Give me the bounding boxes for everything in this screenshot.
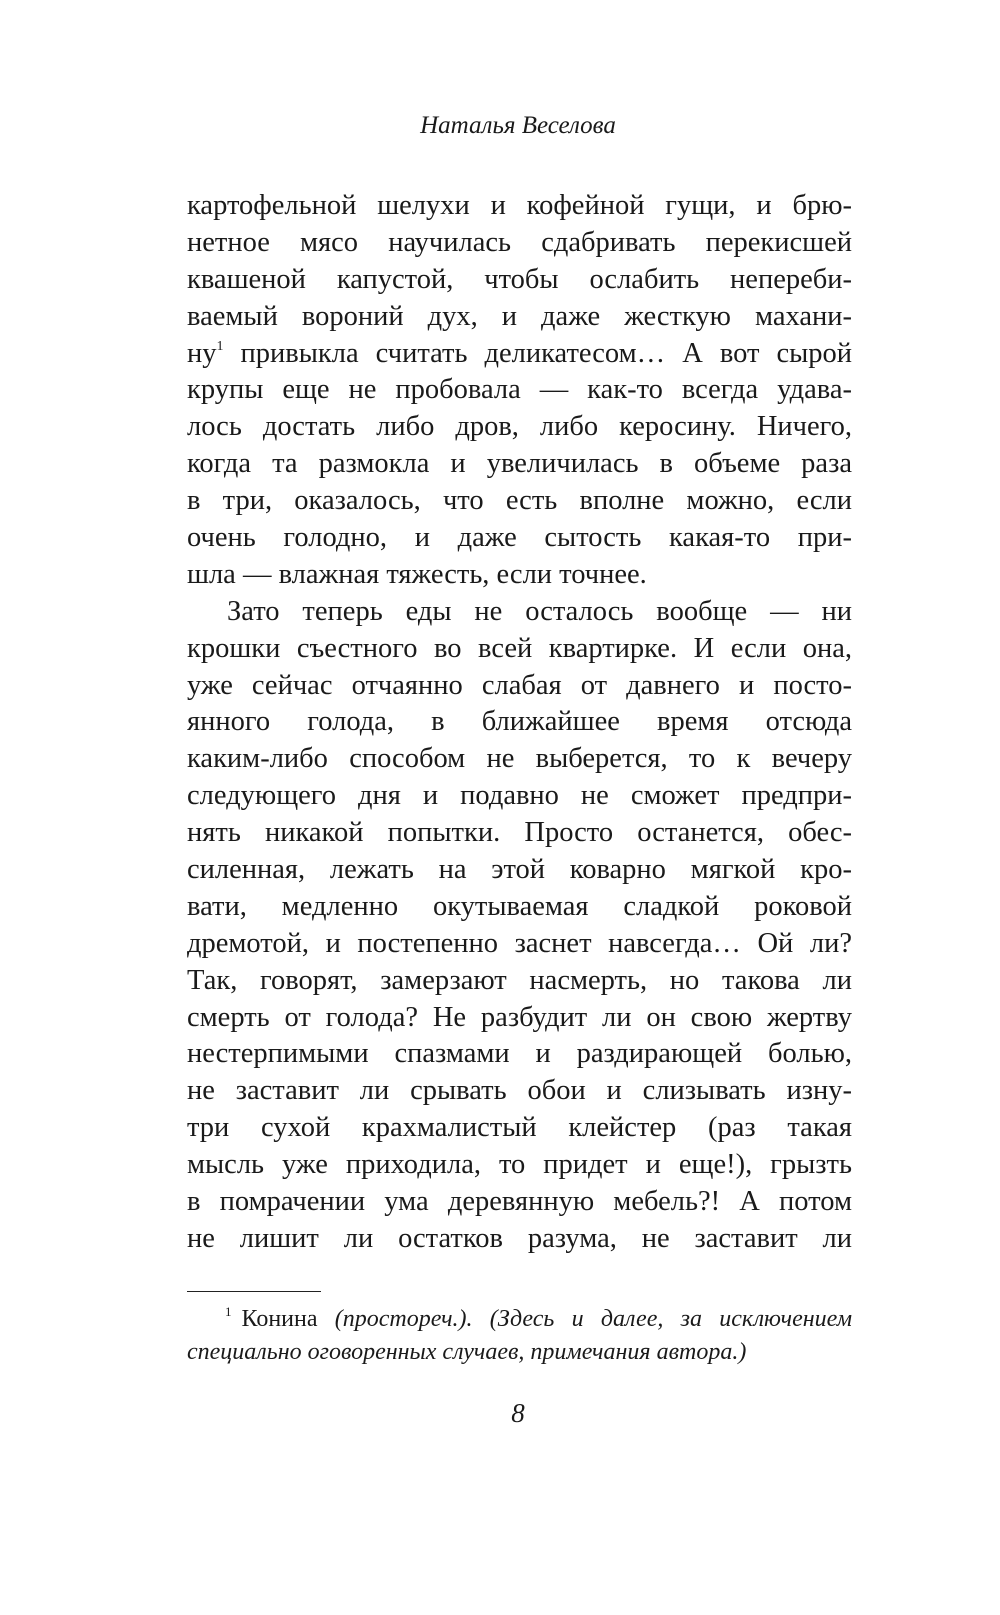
text-line: Так, говорят, замерзают насмерть, но такова ли: [187, 964, 852, 996]
text-fragment: ну: [187, 337, 217, 369]
text-line: когда та размокла и увеличилась в объеме раза: [187, 448, 852, 480]
text-line: ваемый вороний дух, и даже жесткую махани-: [187, 300, 852, 332]
text-line: дремотой, и постепенно заснет навсегда… Ой ли?: [187, 927, 852, 959]
footnote-marker: 1: [225, 1304, 232, 1319]
text-line: шла — влажная тяжесть, если точнее.: [187, 558, 647, 590]
footnote-label: (простореч.).: [334, 1306, 473, 1332]
text-line: уже сейчас отчаянно слабая от давнего и посто-: [187, 669, 852, 701]
text-line: каким-либо способом не выберется, то к вечеру: [187, 743, 852, 775]
footnote-ref[interactable]: 1: [216, 338, 224, 354]
text-line: в три, оказалось, что есть вполне можно, если: [187, 485, 852, 517]
footnote-note: специально оговоренных случаев, примечания автора.): [187, 1339, 747, 1365]
footnote-divider: [187, 1291, 321, 1292]
text-line: нетное мясо научилась сдабривать перекисшей: [187, 226, 852, 258]
text-line: мысль уже приходила, то придет и еще!), грызть: [187, 1149, 852, 1181]
text-line: вати, медленно окутываемая сладкой роковой: [187, 890, 852, 922]
footnote-line: [187, 1336, 852, 1369]
text-line: крошки съестного во всей квартирке. И если она,: [187, 632, 852, 664]
footnote-line: [187, 1303, 852, 1336]
text-line: нестерпимыми спазмами и раздирающей болью,: [187, 1038, 852, 1070]
text-line: Зато теперь еды не осталось вообще — ни: [227, 595, 852, 627]
text-line: в помрачении ума деревянную мебель?! А потом: [187, 1186, 852, 1218]
text-line: [187, 336, 852, 373]
text-line: нять никакой попытки. Просто останется, обес-: [187, 817, 852, 849]
text-line: три сухой крахмалистый клейстер (раз такая: [187, 1112, 852, 1144]
footnote-term: Конина: [241, 1306, 318, 1332]
text-fragment: привыкла считать деликатесом… А вот сырой: [223, 337, 852, 369]
body-text: [187, 188, 852, 1258]
running-header: Наталья Веселова: [420, 112, 616, 139]
text-line: крупы еще не пробовала — как-то всегда удава-: [187, 374, 852, 406]
text-line: следующего дня и подавно не сможет предпри-: [187, 780, 852, 812]
text-line: смерть от голода? Не разбудит ли он свою жертву: [187, 1001, 852, 1033]
footnote-note: (Здесь и далее, за исключением: [489, 1306, 853, 1332]
text-line: картофельной шелухи и кофейной гущи, и брю-: [187, 190, 852, 221]
text-line: не заставит ли срывать обои и слизывать изну-: [187, 1075, 852, 1107]
text-line: очень голодно, и даже сытость какая-то при-: [187, 522, 852, 554]
page-number: 8: [511, 1398, 525, 1428]
footnote: [187, 1303, 852, 1369]
text-line: не лишит ли остатков разума, не заставит ли: [187, 1222, 852, 1254]
text-line: лось достать либо дров, либо керосину. Ничего,: [187, 411, 852, 443]
text-line: силенная, лежать на этой коварно мягкой кро-: [187, 854, 852, 886]
text-line: янного голода, в ближайшее время отсюда: [187, 706, 852, 738]
text-line: квашеной капустой, чтобы ослабить непереби-: [187, 263, 852, 295]
